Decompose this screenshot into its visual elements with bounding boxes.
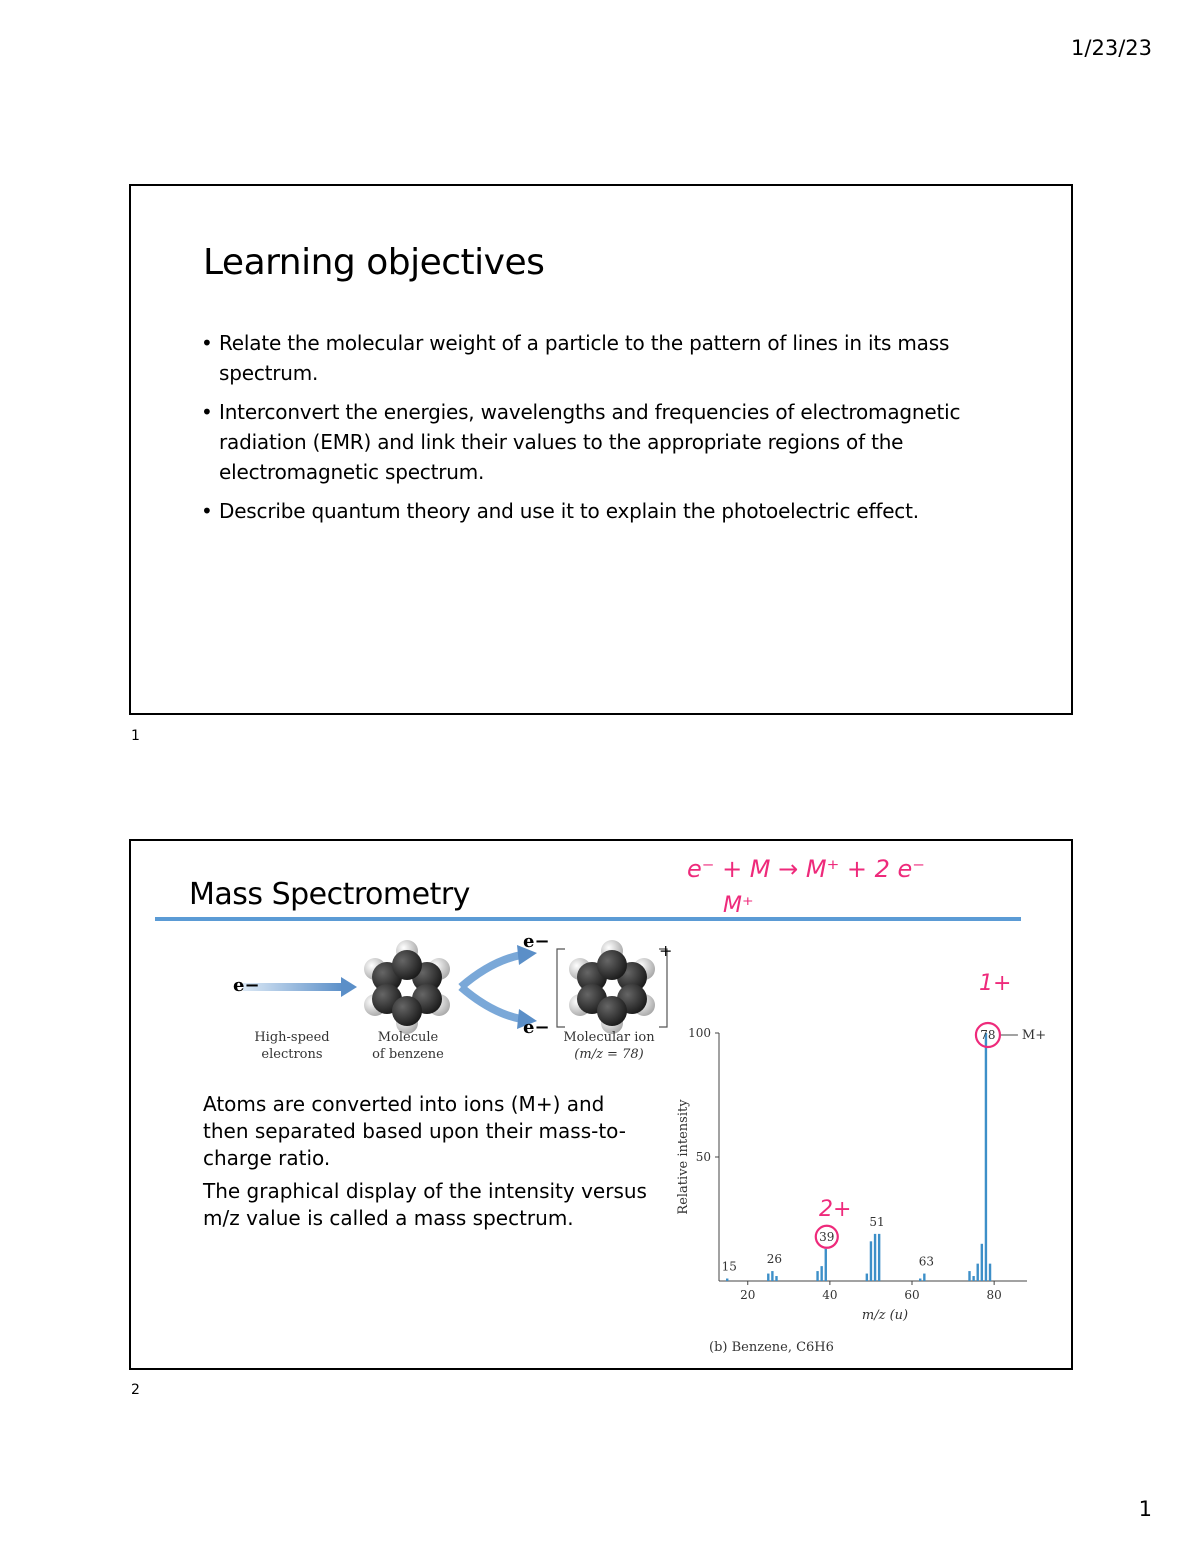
y-tick-label: 50: [695, 1150, 711, 1164]
electron-symbol: e−: [233, 975, 260, 996]
spectrum-peak: [825, 1249, 827, 1281]
spectrum-peak: [866, 1274, 868, 1281]
label-electrons: High-speed electrons: [254, 1030, 330, 1062]
slide-mass-spectrometry: [129, 839, 1073, 1370]
y-axis-label: Relative intensity: [676, 1099, 691, 1215]
page-number: 1: [1138, 1497, 1152, 1521]
spectrum-peak: [726, 1279, 728, 1281]
spectrum-peak: [985, 1033, 987, 1281]
chart-axes: [676, 1026, 1027, 1355]
slide-number: 1: [131, 728, 140, 744]
ion-charge: +: [659, 941, 673, 960]
objective-item: • Describe quantum theory and use it to explain the photoelectric effect.: [201, 496, 1021, 526]
electron-out-top: e−: [523, 931, 550, 952]
peak-label: 51: [869, 1214, 885, 1229]
spectrum-peak: [989, 1264, 991, 1281]
slide-learning-objectives: [129, 184, 1073, 715]
spectrum-peak: [977, 1264, 979, 1281]
paragraph: Atoms are converted into ions (M+) and then separated based upon their mass-to-charge ratio.: [203, 1092, 626, 1170]
chart-labels: [722, 1028, 996, 1274]
spectrum-peak: [923, 1274, 925, 1281]
x-tick-label: 60: [904, 1288, 920, 1302]
electron-beam-arrow: [243, 977, 357, 997]
handwritten-charge-1: 1+: [979, 971, 1012, 996]
slide-number: 2: [131, 1382, 140, 1398]
x-tick-label: 40: [822, 1288, 838, 1302]
benzene-molecule-icon: [364, 940, 450, 1034]
paragraph: The graphical display of the intensity versus m/z value is called a mass spectrum.: [203, 1179, 647, 1230]
label-molecule: Molecule of benzene: [372, 1030, 444, 1062]
x-tick-label: 80: [986, 1288, 1002, 1302]
spectrum-peak: [972, 1276, 974, 1281]
handwritten-ion: M⁺: [723, 893, 754, 918]
spectrum-peak: [771, 1271, 773, 1281]
spectrum-peak: [968, 1271, 970, 1281]
spectrum-peak: [874, 1234, 876, 1281]
slide-title: Mass Spectrometry: [189, 877, 470, 912]
spectrum-peak: [878, 1234, 880, 1281]
spectrum-peak: [919, 1279, 921, 1281]
page-date: 1/23/23: [1071, 36, 1152, 60]
x-tick-label: 20: [740, 1288, 756, 1302]
spectrum-peak: [775, 1276, 777, 1281]
peak-label: 39: [819, 1229, 835, 1244]
spectrum-peak: [981, 1244, 983, 1281]
spectrum-peak: [767, 1274, 769, 1281]
molecular-ion-annotation: M+: [1021, 1028, 1047, 1043]
mass-spectrum-chart: [671, 1011, 1061, 1366]
peak-label: 26: [766, 1252, 783, 1267]
slide-body-text: [203, 1091, 653, 1238]
objective-item: • Relate the molecular weight of a particle to the pattern of lines in its mass spectrum.: [201, 328, 1021, 388]
spectrum-peak: [816, 1271, 818, 1281]
slide-title: Learning objectives: [203, 242, 545, 283]
x-axis-label: m/z (u): [861, 1308, 909, 1323]
objective-item: • Interconvert the energies, wavelengths and frequencies of electromagnetic radiation (EMR) and link their values to the appropriate regions of the electromagnetic spectrum.: [201, 397, 1021, 487]
handwritten-charge-2: 2+: [819, 1197, 852, 1222]
electron-out-bottom: e−: [523, 1017, 550, 1038]
peak-label: 78: [980, 1028, 996, 1042]
chart-bars: [726, 1033, 991, 1281]
handwritten-equation: e⁻ + M → M⁺ + 2 e⁻: [687, 855, 925, 883]
peak-label: 63: [918, 1254, 934, 1269]
chart-title: (b) Benzene, C6H6: [709, 1340, 834, 1355]
peak-label: 15: [721, 1259, 737, 1274]
label-molecular-ion: Molecular ion (m/z = 78): [563, 1030, 655, 1062]
molecular-ion-icon: [569, 940, 655, 1034]
chart-annotations: [816, 1023, 1046, 1248]
y-tick-label: 100: [688, 1026, 711, 1040]
ionization-diagram: [221, 921, 681, 1101]
spectrum-peak: [820, 1266, 822, 1281]
objectives-list: [201, 328, 1021, 535]
spectrum-peak: [870, 1241, 872, 1281]
